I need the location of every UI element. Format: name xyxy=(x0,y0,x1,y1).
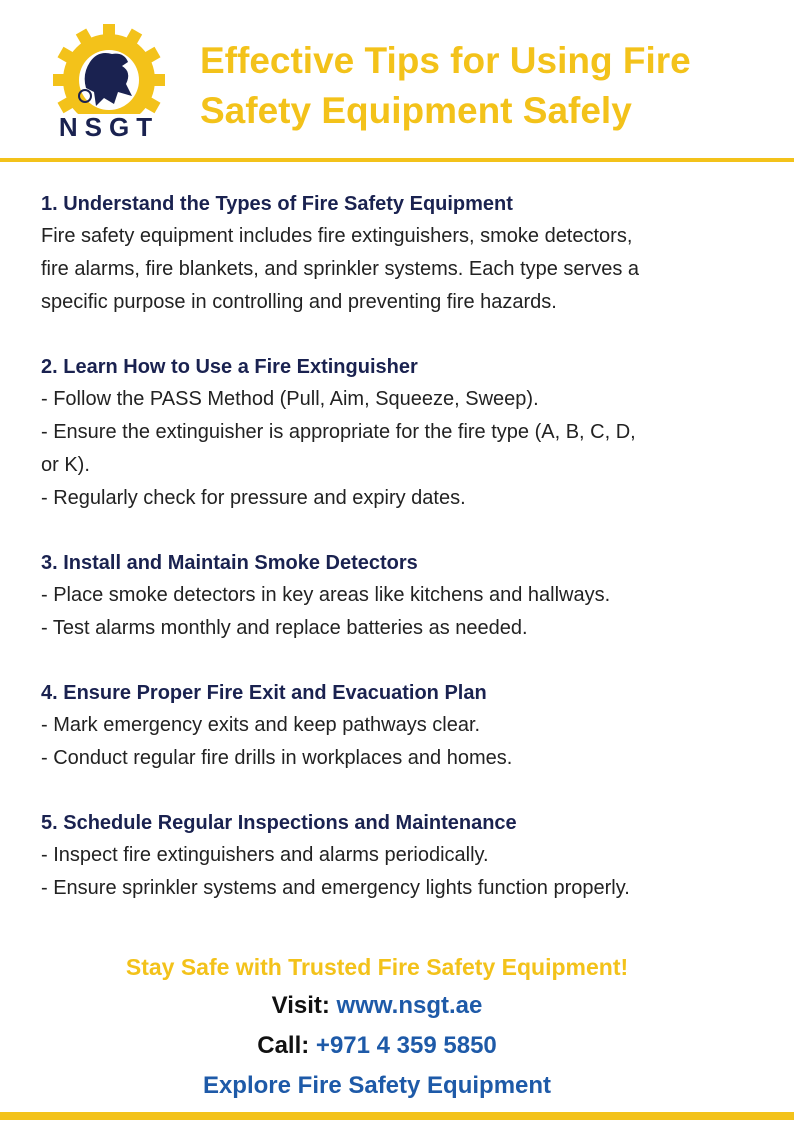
logo-text: NSGT xyxy=(58,112,160,140)
section-heading: 3. Install and Maintain Smoke Detectors xyxy=(41,552,418,574)
tips-content xyxy=(41,188,761,937)
visit-line xyxy=(0,986,754,1026)
explore-link[interactable]: Explore Fire Safety Equipment xyxy=(202,1072,552,1099)
call-label: Call: xyxy=(257,1032,310,1059)
header-divider xyxy=(0,158,794,162)
section-heading: 4. Ensure Proper Fire Exit and Evacuation Plan xyxy=(41,682,487,704)
website-link[interactable]: www.nsgt.ae xyxy=(336,992,483,1019)
section-line: - Ensure the extinguisher is appropriate for the fire type (A, B, C, D, xyxy=(41,421,636,443)
title-line-1: Effective Tips for Using Fire xyxy=(200,40,691,81)
tip-section xyxy=(41,807,761,905)
section-line: - Mark emergency exits and keep pathways clear. xyxy=(41,714,481,736)
section-heading: 1. Understand the Types of Fire Safety Equipment xyxy=(41,193,513,215)
tip-section xyxy=(41,677,761,775)
section-line: - Ensure sprinkler systems and emergency lights function properly. xyxy=(41,877,630,899)
section-line: - Inspect fire extinguishers and alarms periodically. xyxy=(41,844,489,866)
section-line: - Regularly check for pressure and expiry dates. xyxy=(41,487,466,509)
section-heading: 2. Learn How to Use a Fire Extinguisher xyxy=(41,356,418,378)
gear-lion-logo-icon xyxy=(28,22,190,140)
section-heading: 5. Schedule Regular Inspections and Maintenance xyxy=(41,812,517,834)
section-line: specific purpose in controlling and preventing fire hazards. xyxy=(41,291,557,313)
phone-link[interactable]: +971 4 359 5850 xyxy=(315,1032,497,1059)
footer-tagline: Stay Safe with Trusted Fire Safety Equipment! xyxy=(125,954,629,980)
section-line: or K). xyxy=(41,454,90,476)
page-title xyxy=(200,36,780,136)
footer-divider xyxy=(0,1112,794,1120)
section-line: - Test alarms monthly and replace batteries as needed. xyxy=(41,617,528,639)
section-line: Fire safety equipment includes fire extinguishers, smoke detectors, xyxy=(41,225,633,247)
tip-section xyxy=(41,188,761,319)
header xyxy=(0,0,794,165)
section-line: - Conduct regular fire drills in workplaces and homes. xyxy=(41,747,513,769)
section-line: - Place smoke detectors in key areas like kitchens and hallways. xyxy=(41,584,611,606)
tip-section xyxy=(41,547,761,645)
footer xyxy=(0,948,754,1106)
title-line-2: Safety Equipment Safely xyxy=(200,90,632,131)
call-line xyxy=(0,1026,754,1066)
tip-section xyxy=(41,351,761,515)
section-line: fire alarms, fire blankets, and sprinkler systems. Each type serves a xyxy=(41,258,640,280)
section-line: - Follow the PASS Method (Pull, Aim, Squeeze, Sweep). xyxy=(41,388,539,410)
visit-label: Visit: xyxy=(271,992,330,1019)
